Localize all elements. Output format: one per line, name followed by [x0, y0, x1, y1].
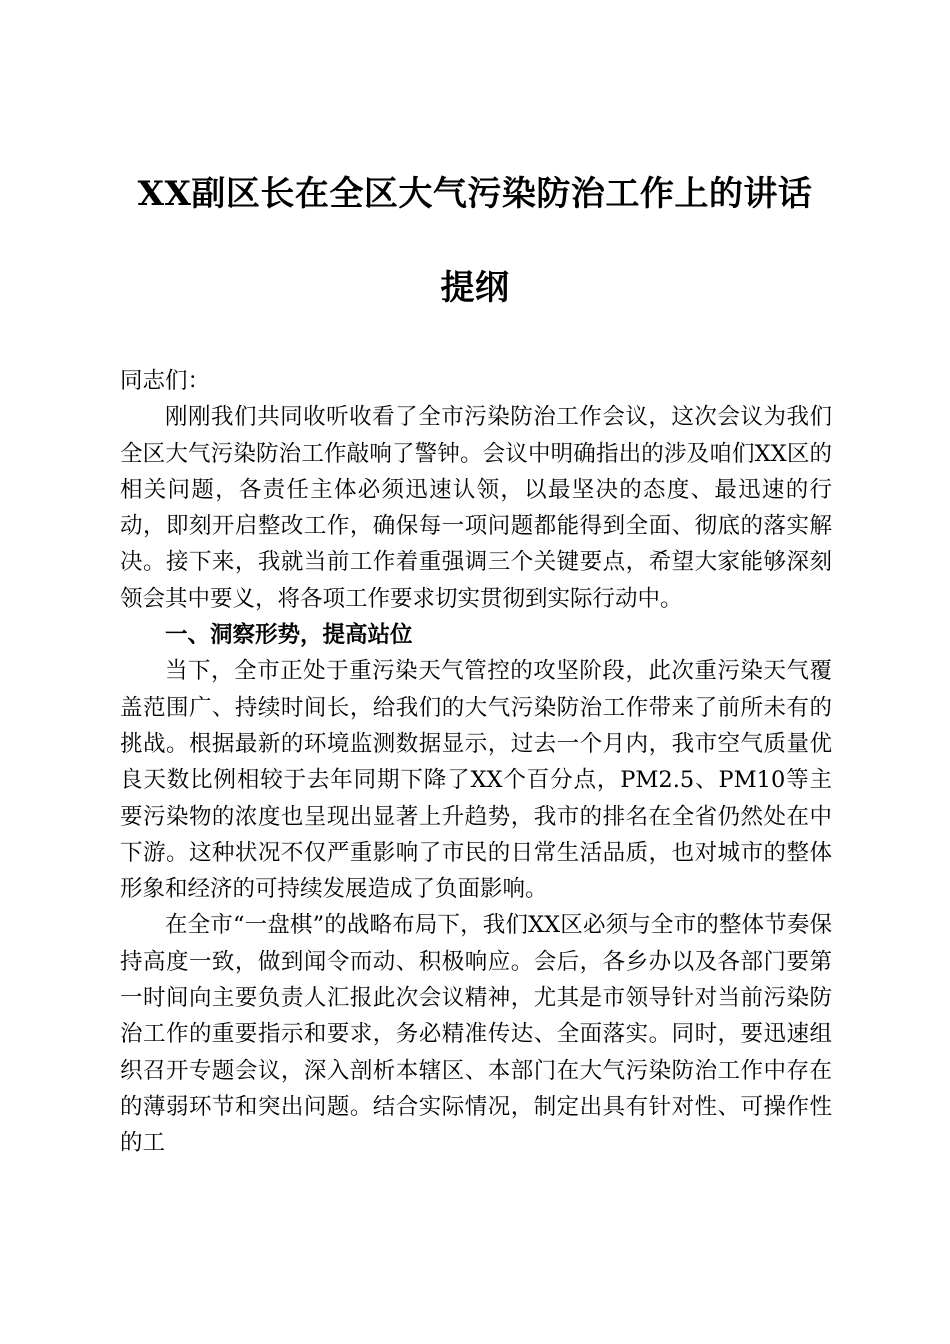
section-heading-1: 一、洞察形势，提高站位: [165, 622, 413, 649]
document-title-continued: 提纲: [440, 268, 510, 308]
section1-paragraph-1: 当下，全市正处于重污染天气管控的攻坚阶段，此次重污染天气覆盖范围广、持续时间长，给我们的大气污染防治工作带来了前所未有的挑战。根据最新的环境监测数据显示，过去一个月内，我市空气质量优良天数比例相较于去年同期下降了XX个百分点，PM2.5、PM10等主要污染物的浓度也呈现出显著上升趋势，我市的排名在全省仍然处在中下游。这种状况不仅严重影响了市民的日常生活品质，也对城市的整体形象和经济的可持续发展造成了负面影响。: [120, 658, 832, 903]
document-title: XX副区长在全区大气污染防治工作上的讲话: [137, 174, 813, 214]
section1-paragraph-2: 在全市“一盘棋”的战略布局下，我们XX区必须与全市的整体节奏保持高度一致，做到闻令而动、积极响应。会后，各乡办以及各部门要第一时间向主要负责人汇报此次会议精神，尤其是市领导针对当前污染防治工作的重要指示和要求，务必精准传达、全面落实。同时，要迅速组织召开专题会议，深入剖析本辖区、本部门在大气污染防治工作中存在的薄弱环节和突出问题。结合实际情况，制定出具有针对性、可操作性的工: [120, 912, 832, 1157]
intro-paragraph: 刚刚我们共同收听收看了全市污染防治工作会议，这次会议为我们全区大气污染防治工作敲响了警钟。会议中明确指出的涉及咱们XX区的相关问题，各责任主体必须迅速认领，以最坚决的态度、最迅速的行动，即刻开启整改工作，确保每一项问题都能得到全面、彻底的落实解决。接下来，我就当前工作着重强调三个关键要点，希望大家能够深刻领会其中要义，将各项工作要求切实贯彻到实际行动中。: [120, 404, 832, 612]
document-body: [120, 363, 832, 1162]
salutation: 同志们：: [120, 368, 211, 394]
